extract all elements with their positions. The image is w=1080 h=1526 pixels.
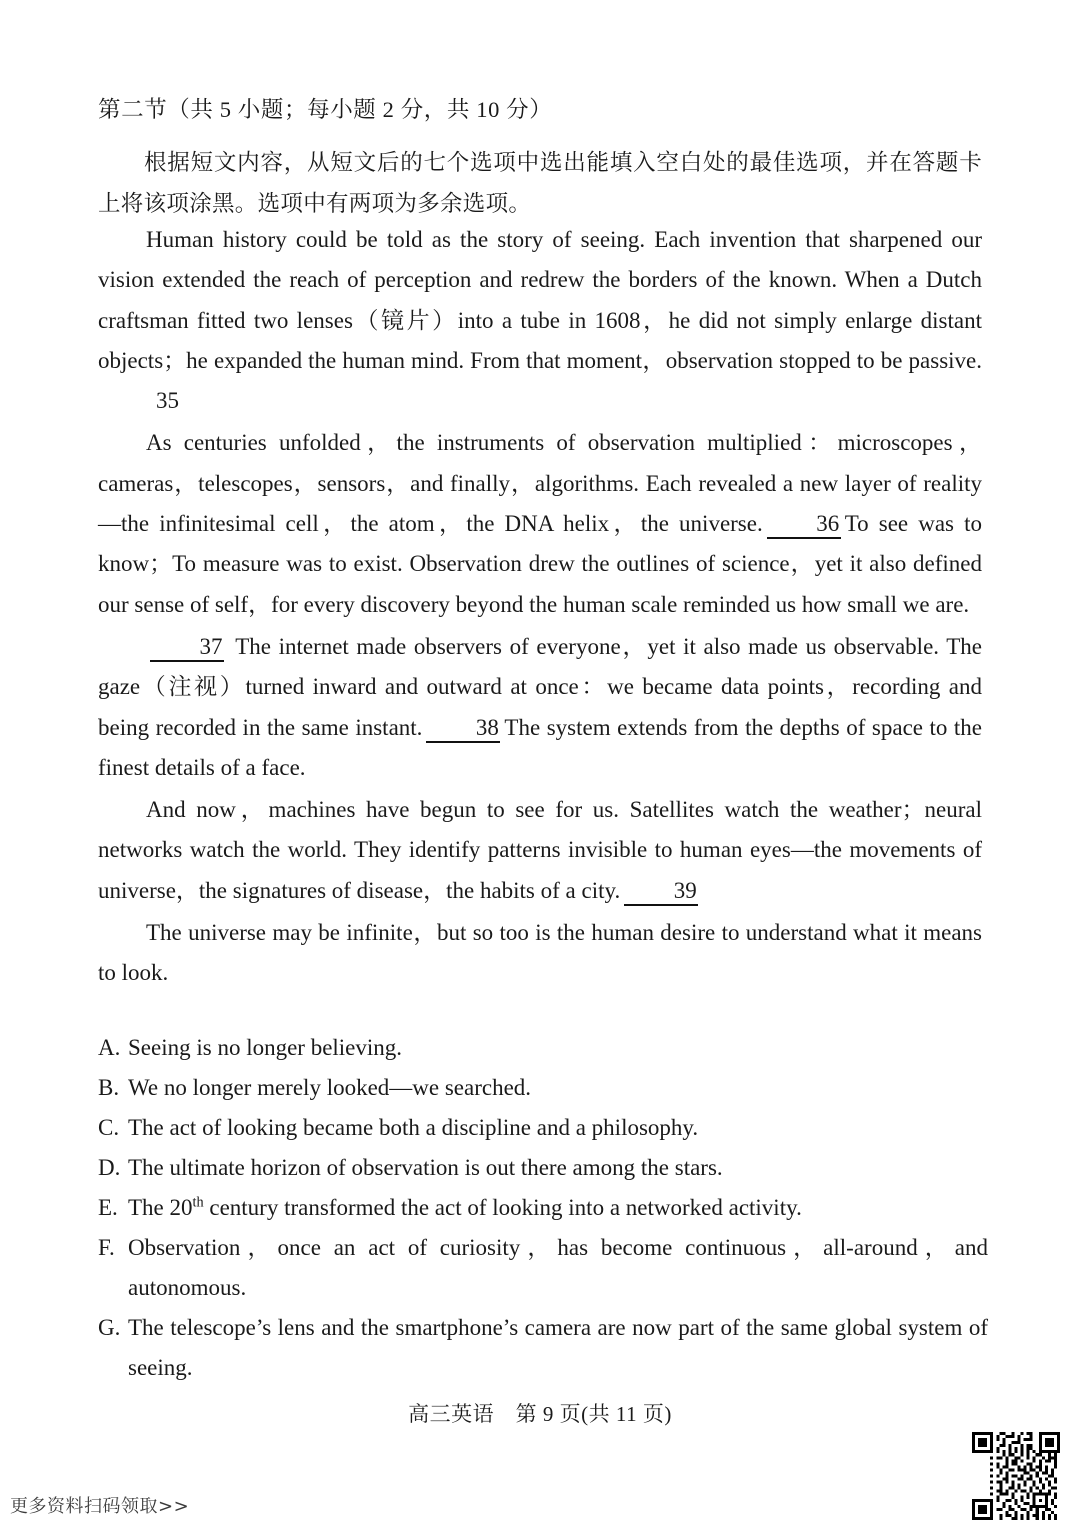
paragraph-2-text-b: To see was to know；To measure was to exist. Observation drew the outlines of science，yet it also defined our sense of self，for every discovery beyond the human scale reminded us how small we are. bbox=[98, 511, 982, 617]
paragraph-3-text-b: The system extends from the depths of space to the finest details of a face. bbox=[98, 714, 982, 780]
paragraph-1-text: Human history could be told as the story of seeing. Each invention that sharpened our vision extended the reach of perception and redrew the borders of the known. When a Dutch craftsman fitted two lenses（镜片）into a tube in 1608，he did not simply enlarge distant objects；he expanded the human mind. From that moment，observation stopped to be passive. bbox=[98, 227, 982, 373]
option-item-f[interactable] bbox=[98, 1228, 988, 1308]
passage-paragraph-5 bbox=[98, 913, 982, 994]
paragraph-2-text-a: As centuries unfolded，the instruments of observation multiplied：microscopes，cameras，telescopes，sensors，and finally，algorithms. Each revealed a new layer of reality—the infinitesimal cell，the atom，the DNA helix，the universe. bbox=[98, 430, 982, 537]
answer-blank-35[interactable]: 35 bbox=[156, 388, 179, 414]
paragraph-5-text: The universe may be infinite，but so too is the human desire to understand what it means to look. bbox=[98, 920, 982, 986]
paragraph-3-text-a: The internet made observers of everyone，yet it also made us observable. The gaze（注视）turned inward and outward at once：we became data points，recording and being recorded in the same instant. bbox=[98, 633, 982, 740]
passage-paragraph-3 bbox=[98, 627, 982, 788]
option-e-pre: The 20 bbox=[128, 1195, 193, 1220]
passage-paragraph-2 bbox=[98, 423, 982, 624]
passage-paragraph-1 bbox=[98, 220, 982, 421]
option-text-c: The act of looking became both a discipline and a philosophy. bbox=[128, 1115, 699, 1140]
option-letter-e: E. bbox=[98, 1195, 118, 1220]
option-text-d: The ultimate horizon of observation is out there among the stars. bbox=[128, 1155, 723, 1180]
option-e-superscript: th bbox=[192, 1194, 204, 1211]
qr-code-svg bbox=[968, 1432, 1064, 1520]
passage-paragraph-4 bbox=[98, 790, 982, 911]
options-list bbox=[98, 1028, 988, 1388]
answer-blank-37[interactable]: 37 bbox=[150, 635, 224, 662]
paragraph-4-text: And now，machines have begun to see for us. Satellites watch the weather；neural networks watch the world. They identify patterns invisible to human eyes—the movements of universe，the signatures of disease，the habits of a city. bbox=[98, 797, 982, 903]
promo-text: 更多资料扫码领取>> bbox=[10, 1496, 190, 1517]
section-heading: 第二节（共 5 小题；每小题 2 分，共 10 分） bbox=[98, 97, 553, 122]
page-footer: 高三英语 第 9 页(共 11 页) bbox=[408, 1402, 672, 1426]
option-item-c[interactable] bbox=[98, 1108, 988, 1148]
option-letter-f: F. bbox=[98, 1235, 115, 1260]
answer-blank-38[interactable]: 38 bbox=[426, 716, 500, 743]
option-letter-g: G. bbox=[98, 1315, 121, 1340]
option-text-g: The telescope’s lens and the smartphone’s camera are now part of the same global system of seeing. bbox=[128, 1315, 988, 1380]
option-text-a: Seeing is no longer believing. bbox=[128, 1035, 403, 1060]
answer-blank-36[interactable]: 36 bbox=[767, 512, 841, 539]
option-letter-a: A. bbox=[98, 1035, 121, 1060]
option-item-g[interactable] bbox=[98, 1308, 988, 1388]
answer-blank-39[interactable]: 39 bbox=[624, 879, 698, 906]
option-letter-c: C. bbox=[98, 1115, 120, 1140]
option-letter-d: D. bbox=[98, 1155, 121, 1180]
reading-passage bbox=[98, 220, 982, 994]
option-text-b: We no longer merely looked—we searched. bbox=[128, 1075, 532, 1100]
qr-code-icon[interactable] bbox=[968, 1432, 1064, 1520]
option-text-f: Observation，once an act of curiosity，has become continuous，all-around，and autonomous. bbox=[128, 1235, 988, 1300]
option-item-b[interactable] bbox=[98, 1068, 988, 1108]
option-item-d[interactable] bbox=[98, 1148, 988, 1188]
option-item-e[interactable] bbox=[98, 1188, 988, 1228]
option-e-post: century transformed the act of looking into a networked activity. bbox=[203, 1195, 802, 1220]
option-item-a[interactable] bbox=[98, 1028, 988, 1068]
section-instruction: 根据短文内容，从短文后的七个选项中选出能填入空白处的最佳选项，并在答题卡上将该项涂黑。选项中有两项为多余选项。 bbox=[98, 150, 982, 216]
option-letter-b: B. bbox=[98, 1075, 120, 1100]
option-text-e bbox=[128, 1188, 988, 1228]
